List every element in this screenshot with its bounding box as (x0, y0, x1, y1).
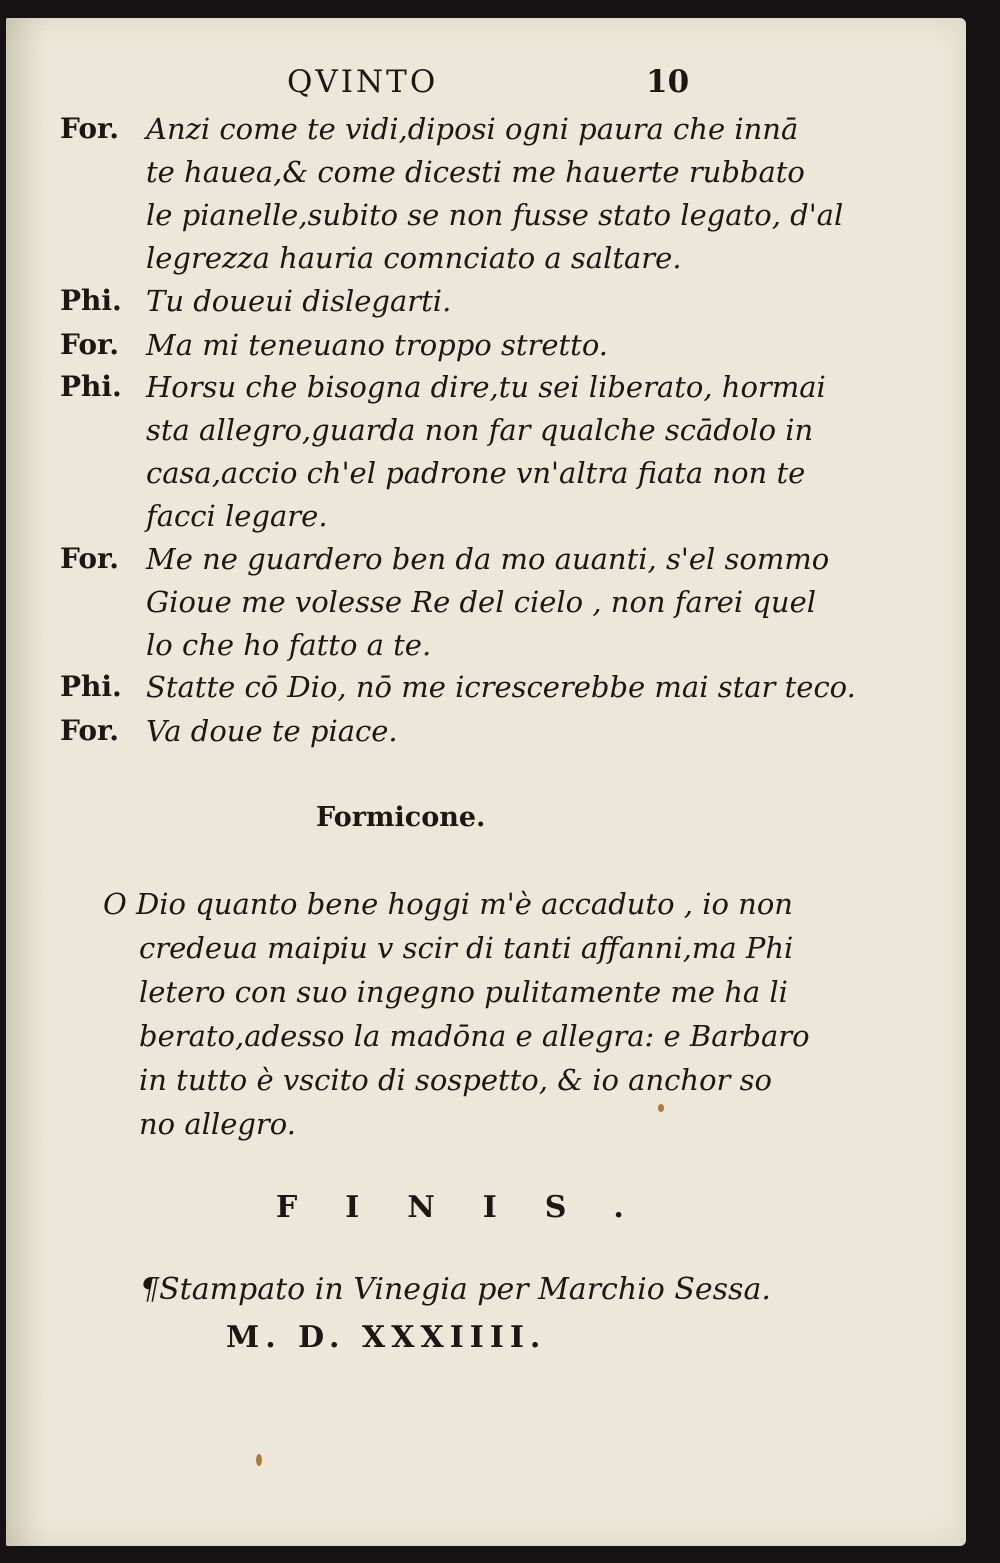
running-head: QVINTO (287, 64, 439, 100)
speaker-label: For. (60, 112, 119, 145)
speech-line: lo che ho fatto a te. (146, 628, 432, 662)
monologue (103, 882, 810, 1146)
speech-line: legrezza hauria comnciato a saltare. (146, 241, 682, 275)
speaker-label: Phi. (60, 284, 122, 317)
foxing-spot (256, 1454, 262, 1466)
monologue-line: credeua maipiu v scir di tanti affanni,ma Phi (139, 931, 794, 965)
speech-line: Me ne guardero ben da mo auanti, s'el sommo (146, 542, 830, 576)
speech-lines (146, 324, 608, 367)
monologue-line: O Dio quanto bene hoggi m'è accaduto , io non (103, 887, 793, 921)
foxing-spot (658, 1104, 664, 1112)
speech-lines (146, 710, 398, 753)
speech-line: te hauea,& come dicesti me hauerte rubbato (146, 155, 805, 189)
speech-lines (146, 666, 856, 709)
finis-heading: FINIS. (276, 1190, 672, 1225)
monologue-line: in tutto è vscito di sospetto, & io anchor so (139, 1063, 772, 1097)
speech-line: casa,accio ch'el padrone vn'altra fiata non te (146, 456, 806, 490)
speech-line: Tu doueui dislegarti. (146, 284, 452, 318)
speech-line: Horsu che bisogna dire,tu sei liberato, hormai (146, 370, 826, 404)
speech-line: Gioue me volesse Re del cielo , non farei quel (146, 585, 817, 619)
speech-line: facci legare. (146, 499, 328, 533)
monologue-line: berato,adesso la madōna e allegra: e Barbaro (139, 1019, 810, 1053)
monologue-line: no allegro. (139, 1107, 296, 1141)
speech-line: Statte cō Dio, nō me icrescerebbe mai star teco. (146, 670, 856, 704)
speech-line: Anzi come te vidi,diposi ogni paura che innā (146, 112, 799, 146)
speech-line: Va doue te piace. (146, 714, 398, 748)
monologue-line: letero con suo ingegno pulitamente me ha li (139, 975, 788, 1009)
speech-lines (146, 366, 826, 538)
speech-line: sta allegro,guarda non far qualche scādolo in (146, 413, 814, 447)
speaker-label: Phi. (60, 670, 122, 703)
speech-lines (146, 108, 843, 280)
speaker-label: Phi. (60, 370, 122, 403)
gutter-shadow (6, 18, 46, 1546)
folio-number: 10 (646, 64, 690, 100)
scene-heading: Formicone. (316, 802, 486, 833)
speaker-label: For. (60, 542, 119, 575)
speech-lines (146, 538, 829, 667)
speaker-label: For. (60, 328, 119, 361)
speech-lines (146, 280, 451, 323)
speech-line: le pianelle,subito se non fusse stato legato, d'al (146, 198, 844, 232)
speaker-label: For. (60, 714, 119, 747)
colophon: ¶Stampato in Vinegia per Marchio Sessa. (140, 1272, 771, 1307)
speech-line: Ma mi teneuano troppo stretto. (146, 328, 608, 362)
imprint-year: M. D. XXXIIII. (226, 1320, 547, 1355)
